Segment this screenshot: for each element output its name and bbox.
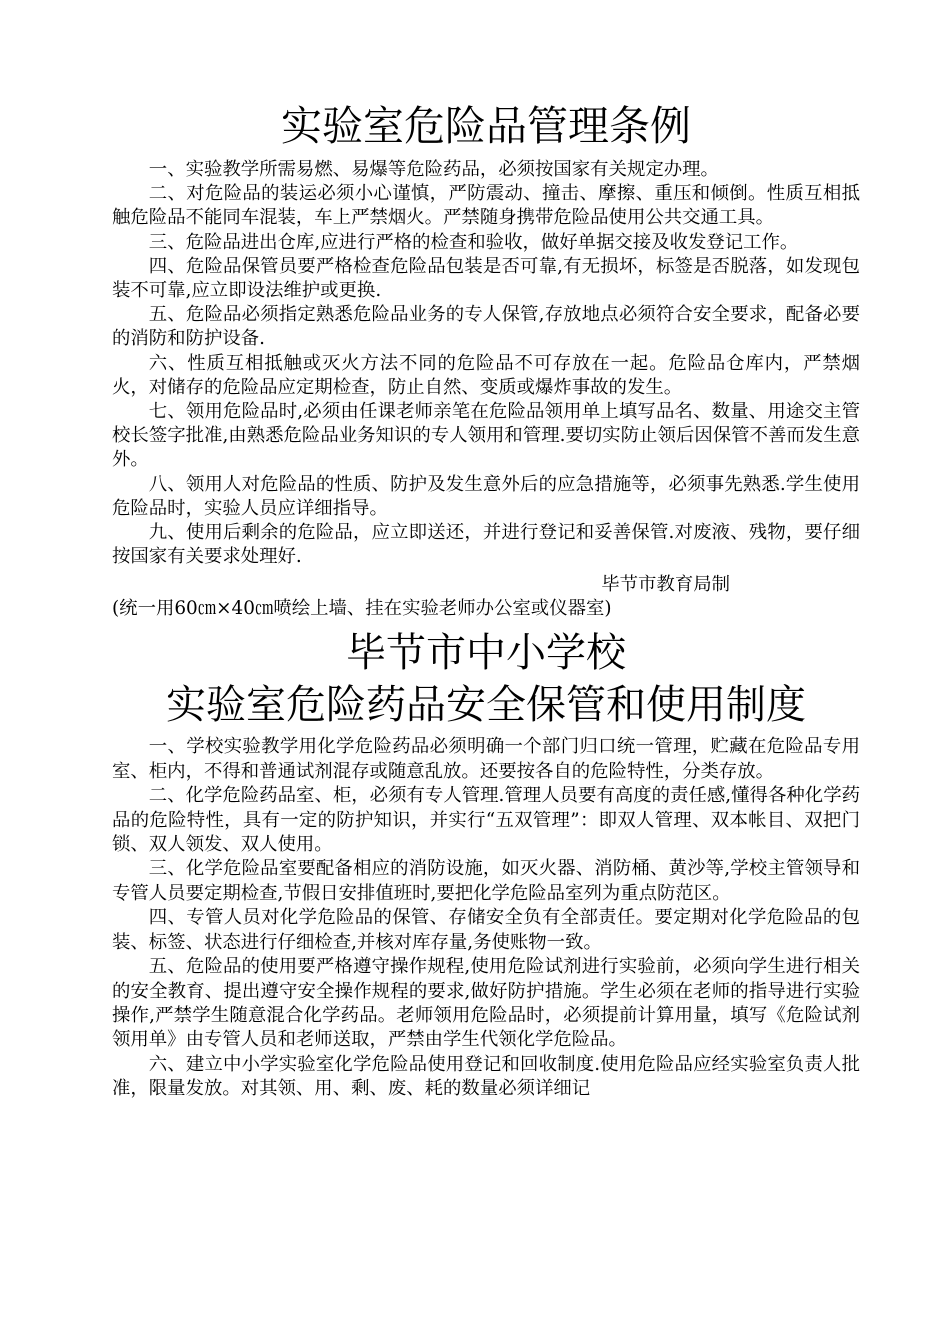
regulation-item-3: 三、危险品进出仓库,应进行严格的检查和验收，做好单据交接及收发登记工作。 — [148, 231, 799, 253]
policy-title-line-1: 毕节市中小学校 — [346, 630, 626, 677]
regulation-item-4: 四、危险品保管员要严格检查危险品包装是否可靠,有无损坏，标签是否脱落，如发现包装不可靠,应立即设法维护或更换. — [112, 255, 860, 302]
regulation-title: 实验室危险品管理条例 — [281, 102, 691, 150]
policy-item-3: 三、化学危险品室要配备相应的消防设施，如灭火器、消防桶、黄沙等,学校主管领导和专管人员要定期检查,节假日安排值班时,要把化学危险品室列为重点防范区。 — [112, 858, 860, 904]
policy-item-1: 一、学校实验教学用化学危险药品必须明确一个部门归口统一管理，贮藏在危险品专用室、柜内，不得和普通试剂混存或随意乱放。还要按各自的危险特性，分类存放。 — [112, 736, 860, 782]
policy-item-6: 六、建立中小学实验室化学危险品使用登记和回收制度.使用危险品应经实验室负责人批准，限量发放。对其领、用、剩、废、耗的数量必须详细记 — [112, 1053, 860, 1100]
regulation-item-1: 一、实验教学所需易燃、易爆等危险药品，必须按国家有关规定办理。 — [148, 159, 719, 180]
policy-item-2: 二、化学危险药品室、柜，必须有专人管理.管理人员要有高度的责任感,懂得各种化学药品的危险特性，具有一定的防护知识，并实行“五双管理”：即双人管理、双本帐目、双把门锁、双人领发、双人使用。 — [112, 785, 860, 856]
regulation-item-5: 五、危险品必须指定熟悉危险品业务的专人保管,存放地点必须符合安全要求，配备必要的消防和防护设备. — [112, 304, 860, 350]
regulation-item-7: 七、领用危险品时,必须由任课老师亲笔在危险品领用单上填写品名、数量、用途交主管校长签字批准,由熟悉危险品业务知识的专人领用和管理.要切实防止领后因保管不善而发生意外。 — [112, 401, 860, 471]
policy-item-4: 四、专管人员对化学危险品的保管、存储安全负有全部责任。要定期对化学危险品的包装、标签、状态进行仔细检查,并核对库存量,务使账物一致。 — [112, 907, 860, 953]
issuer-signature: 毕节市教育局制 — [601, 574, 730, 596]
regulation-section — [112, 98, 860, 621]
policy-title-line-2: 实验室危险药品安全保管和使用制度 — [166, 682, 806, 729]
regulation-item-6: 六、性质互相抵触或灭火方法不同的危险品不可存放在一起。危险品仓库内，严禁烟火，对储存的危险品应定期检查，防止自然、变质或爆炸事故的发生。 — [112, 352, 860, 398]
regulation-item-9: 九、使用后剩余的危险品，应立即送还，并进行登记和妥善保管.对废液、残物，要仔细按国家有关要求处理好. — [112, 522, 860, 568]
display-note: (统一用60㎝×40㎝喷绘上墙、挂在实验老师办公室或仪器室) — [112, 598, 612, 620]
regulation-item-8: 八、领用人对危险品的性质、防护及发生意外后的应急措施等，必须事先熟悉.学生使用危险品时，实验人员应详细指导。 — [112, 473, 860, 519]
policy-item-5: 五、危险品的使用要严格遵守操作规程,使用危险试剂进行实验前，必须向学生进行相关的安全教育、提出遵守安全操作规程的要求,做好防护措施。学生必须在老师的指导进行实验操作,严禁学生随意混合化学药品。老师领用危险品时，必须提前计算用量，填写《危险试剂领用单》由专管人员和老师送取，严禁由学生代领化学危险品。 — [112, 956, 860, 1051]
safety-policy-section — [112, 627, 860, 1101]
regulation-item-2: 二、对危险品的装运必须小心谨慎，严防震动、撞击、摩擦、重压和倾倒。性质互相抵触危险品不能同车混装，车上严禁烟火。严禁随身携带危险品使用公共交通工具。 — [112, 183, 860, 229]
